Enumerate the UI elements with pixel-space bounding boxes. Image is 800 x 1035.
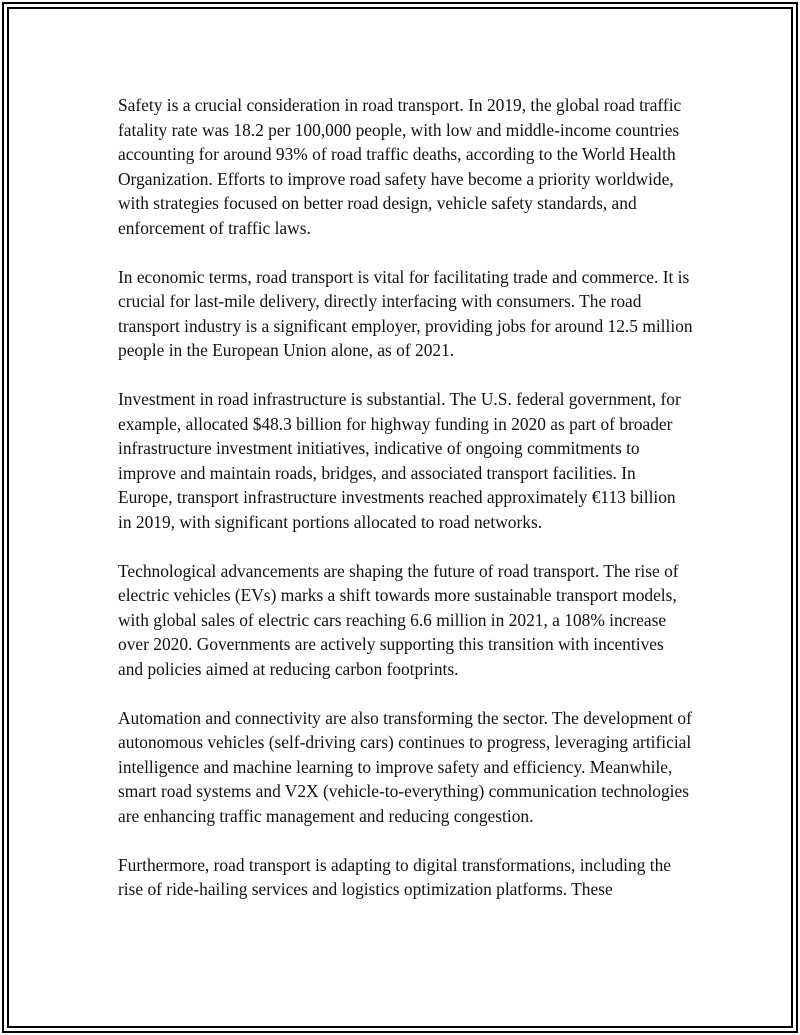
paragraph-digital-transformation: Furthermore, road transport is adapting to digital transformations, including the rise of ride-hailing services and logistics optimization platforms. These bbox=[118, 854, 672, 899]
paragraph-technological-advancements: Technological advancements are shaping the future of road transport. The rise of electric vehicles (EVs) marks a shift towards more sustainable transport models, with global sales of electric cars reaching 6.6 million in 2021, a 108% increase over 2020. Governments are actively supporting this transition with incentives and policies aimed at reducing carbon footprints. bbox=[118, 560, 679, 679]
paragraph-automation-connectivity: Automation and connectivity are also transforming the sector. The development of autonomous vehicles (self-driving cars) continues to progress, leveraging artificial intelligence and machine learning to improve safety and efficiency. Meanwhile, smart road systems and V2X (vehicle-to-everything) communication technologies are enhancing traffic management and reducing congestion. bbox=[118, 707, 692, 826]
document-body bbox=[118, 93, 693, 926]
paragraph-infrastructure-investment: Investment in road infrastructure is substantial. The U.S. federal government, for example, allocated $48.3 billion for highway funding in 2020 as part of broader infrastructure investment initiatives, indicative of ongoing commitments to improve and maintain roads, bridges, and associated transport facilities. In Europe, transport infrastructure investments reached approximately €113 billion in 2019, with significant portions allocated to road networks. bbox=[118, 389, 681, 532]
paragraph-road-safety: Safety is a crucial consideration in road transport. In 2019, the global road traffic fatality rate was 18.2 per 100,000 people, with low and middle-income countries accounting for around 93% of road traffic deaths, according to the World Health Organization. Efforts to improve road safety have become a priority worldwide, with strategies focused on better road design, vehicle safety standards, and enforcement of traffic laws. bbox=[118, 95, 682, 238]
paragraph-economic-terms: In economic terms, road transport is vital for facilitating trade and commerce. It is crucial for last-mile delivery, directly interfacing with consumers. The road transport industry is a significant employer, providing jobs for around 12.5 million people in the European Union alone, as of 2021. bbox=[118, 266, 693, 360]
